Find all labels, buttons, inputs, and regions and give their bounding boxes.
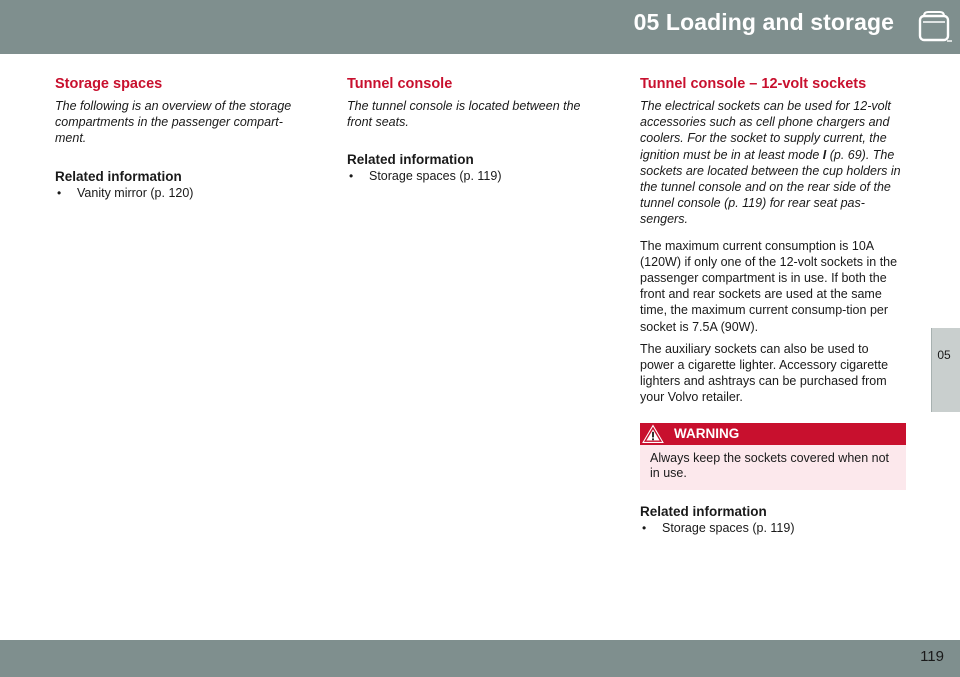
body-paragraph: The maximum current consumption is 10A (120W) if only one of the 12-volt sockets in the passenger compartment is in use. If both the front and rear sockets are used at the same time, the maximum current consump-tion per socket is 7.5A (90W). [640,238,898,334]
bullet-icon: • [57,185,62,200]
list-item[interactable] [55,185,305,201]
intro-text: The following is an overview of the storage compartments in the passenger compart-ment. [55,99,292,146]
list-item[interactable] [347,168,603,184]
related-info-list [55,185,305,201]
intro-text-part: The electrical sockets can be used for 12-volt accessories such as cell phone chargers and coolers. For the socket to supply current, the ignition must be in at least mode [640,99,891,162]
related-info-heading: Related information [55,168,182,184]
bullet-icon: • [642,520,647,535]
related-link[interactable]: Vanity mirror (p. 120) [77,185,194,200]
related-link[interactable]: Storage spaces (p. 119) [662,520,795,535]
warning-title: WARNING [674,425,740,441]
warning-text: Always keep the sockets covered when not in use. [640,445,906,490]
warning-header [640,423,906,445]
column-12v-sockets [640,76,906,536]
intro-text: The tunnel console is located between the front seats. [347,99,581,130]
warning-box [640,423,906,490]
list-item[interactable] [640,520,906,536]
chapter-title: 05 Loading and storage [633,9,894,35]
related-info-list [347,168,603,184]
page-number: 119 [920,648,944,665]
related-link[interactable]: Storage spaces (p. 119) [369,169,502,184]
chapter-side-tab[interactable] [931,328,960,412]
chapter-icon-box [906,0,960,54]
chapter-side-tab-label: 05 [937,348,951,362]
related-info-heading: Related information [347,152,474,168]
footer-bar [0,640,960,677]
storage-bag-icon [914,7,954,47]
column-storage-spaces [55,76,305,201]
intro-text-part: (p. 69). The sockets are located between the cup holders in the tunnel console and on the rear side of the tunnel console (p. 119) for rear seat pas-sengers. [640,147,901,227]
related-info-list [640,520,906,536]
section-title: Tunnel console – 12-volt sockets [640,76,867,92]
related-info-heading: Related information [640,503,767,519]
body-paragraph: The auxiliary sockets can also be used to power a cigarette lighter. Accessory cigarette lighters and ashtrays can be purchased from your Volvo retailer. [640,341,889,405]
bullet-icon: • [349,169,354,184]
ignition-mode: I [822,147,827,162]
warning-triangle-icon [642,424,664,444]
section-title: Storage spaces [55,76,163,92]
column-tunnel-console [347,76,603,184]
section-title: Tunnel console [347,76,453,92]
intro-text [640,98,906,228]
